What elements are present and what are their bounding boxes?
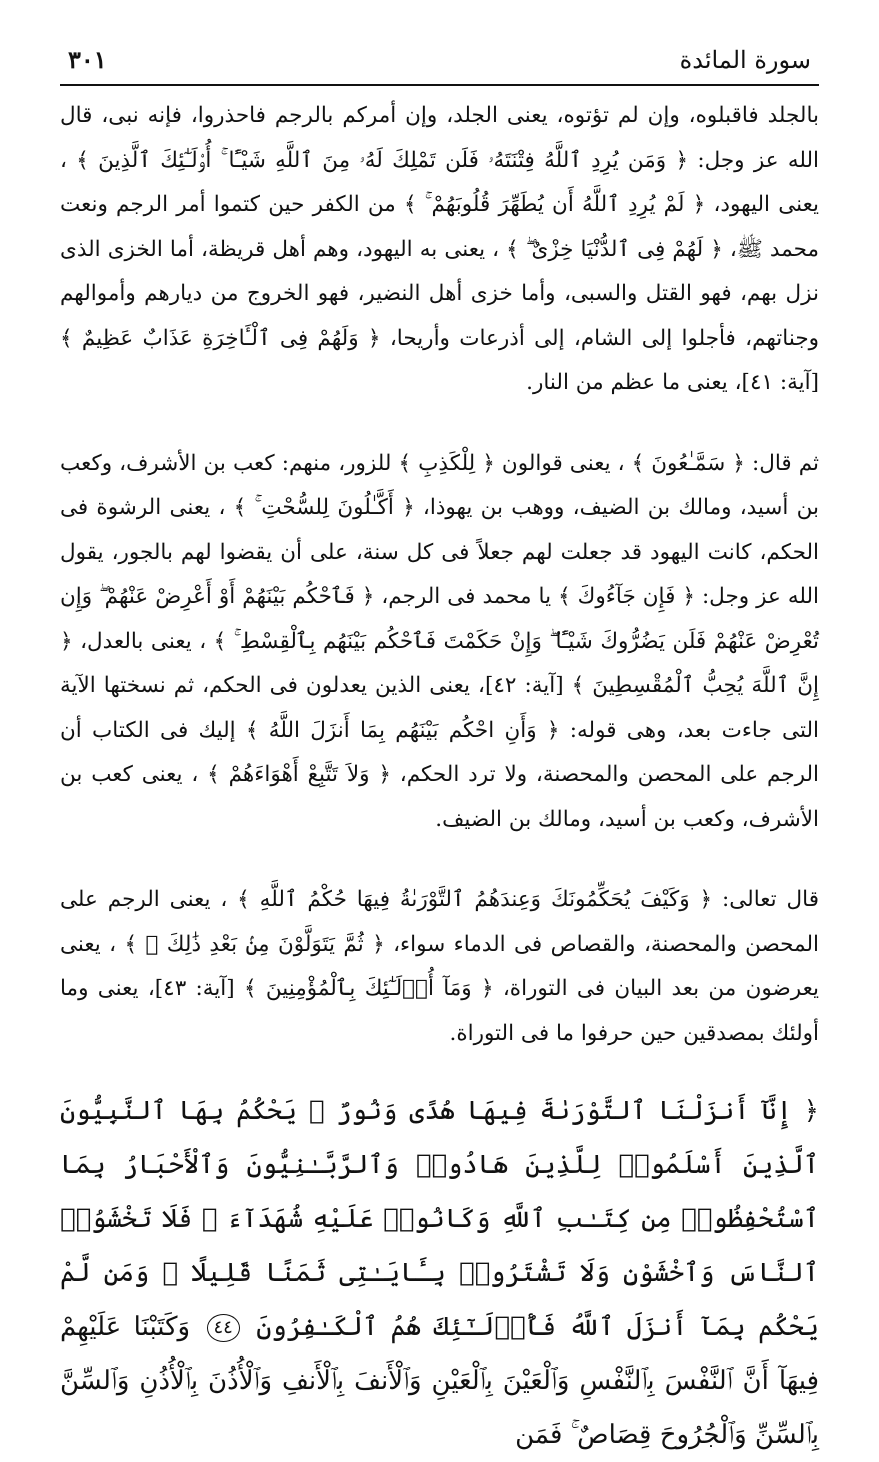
paragraph-1: بالجلد فاقبلوه، وإن لم تؤتوه، يعنى الجلد، وإن أمركم بالرجم فاحذروا، فإنه نبى، قال الله عز وجل: ﴿ وَمَن يُرِدِ ٱللَّهُ فِتْنَتَهُۥ فَلَن تَمْلِكَ لَهُۥ مِنَ ٱللَّهِ شَيْـًٔا ۚ أُو۟لَـٰٓئِكَ ٱلَّذِينَ ﴾ ، يعنى اليهود، ﴿ لَمْ يُرِدِ ٱللَّهُ أَن يُطَهِّرَ قُلُوبَهُمْ ۚ ﴾ من الكفر حين كتموا أمر الرجم ونعت محمد ﷺ، ﴿ لَهُمْ فِى ٱلدُّنْيَا خِزْىٌ ۖ ﴾ ، يعنى به اليهود، وهم أهل قريظة، أما الخزى الذى نزل بهم، فهو القتل والسبى، وأما خزى أهل النضير، فهو الخروج من ديارهم وأموالهم وجناتهم، فأجلوا إلى الشام، إلى أذرعات وأريحا، ﴿ وَلَهُمْ فِى ٱلْـَٔاخِرَةِ عَذَابٌ عَظِيمٌ ﴾ [آية: ٤١]، يعنى ما عظم من النار. [60,103,819,395]
paragraph-3: قال تعالى: ﴿ وَكَيْفَ يُحَكِّمُونَكَ وَعِندَهُمُ ٱلتَّوْرَىٰةُ فِيهَا حُكْمُ ٱللَّهِ ﴾ ، يعنى الرجم على المحصن والمحصنة، والقصاص فى الدماء سواء، ﴿ ثُمَّ يَتَوَلَّوْنَ مِنۢ بَعْدِ ذَٰلِكَ ۚ ﴾ ، يعنى يعرضون من بعد البيان فى التوراة، ﴿ وَمَآ أُو۟لَـٰٓئِكَ بِٱلْمُؤْمِنِينَ ﴾ [آية: ٤٣]، يعنى وما أولئك بمصدقين حين حرفوا ما فى التوراة. [60,887,819,1046]
paragraph-2: ثم قال: ﴿ سَمَّـٰعُونَ ﴾ ، يعنى قوالون ﴿ لِلْكَذِبِ ﴾ للزور، منهم: كعب بن الأشرف، وكعب بن أسيد، ومالك بن الضيف، ووهب بن يهوذا، ﴿ أَكَّـٰلُونَ لِلسُّحْتِ ۚ ﴾ ، يعنى الرشوة فى الحكم، كانت اليهود قد جعلت لهم جعلاً فى كل سنة، على أن يقضوا لهم بالجور، يقول الله عز وجل: ﴿ فَإِن جَآءُوكَ ﴾ يا محمد فى الرجم، ﴿ فَٱحْكُم بَيْنَهُمْ أَوْ أَعْرِضْ عَنْهُمْ ۖ وَإِن تُعْرِضْ عَنْهُمْ فَلَن يَضُرُّوكَ شَيْـًٔا ۖ وَإِنْ حَكَمْتَ فَٱحْكُم بَيْنَهُم بِٱلْقِسْطِ ۚ ﴾ ، يعنى بالعدل، ﴿ إِنَّ ٱللَّهَ يُحِبُّ ٱلْمُقْسِطِينَ ﴾ [آية: ٤٢]، يعنى الذين يعدلون فى الحكم، ثم نسختها الآية التى جاءت بعد، وهى قوله: ﴿ وَأَنِ احْكُم بَيْنَهُم بِمَا أَنزَلَ اللَّهُ ﴾ إليك فى الكتاب أن الرجم على المحصن والمحصنة، ولا ترد الحكم، ﴿ وَلاَ تَتَّبِعْ أَهْوَاءَهُمْ ﴾ ، يعنى كعب بن الأشرف، وكعب بن أسيد، ومالك بن الضيف. [60,450,820,832]
header-rule [60,84,819,86]
quran-verse-block [60,1084,819,1462]
page-header [60,40,819,84]
paragraph-gap [60,1056,819,1084]
paragraph-gap [60,842,819,878]
quran-text-after: وَكَتَبْنَا عَلَيْهِمْ فِيهَآ أَنَّ ٱلنَّفْسَ بِٱلنَّفْسِ وَٱلْعَيْنَ بِٱلْعَيْنِ وَٱلْأَنفَ بِٱلْأَنفِ وَٱلْأُذُنَ بِٱلْأُذُنِ وَٱلسِّنَّ بِٱلسِّنِّ وَٱلْجُرُوحَ قِصَاصٌ ۚ فَمَن [60,1312,819,1450]
verse-number-marker: ٤٤ [207,1314,240,1342]
surah-name: سورة المائدة [679,46,811,74]
page-number: ٣٠١ [68,45,107,74]
paragraph-gap [60,406,819,442]
quran-text-before: ﴿ إِنَّآ أَنزَلْنَا ٱلتَّوْرَىٰةَ فِيهَا هُدًى وَنُورٌ ۚ يَحْكُمُ بِهَا ٱلنَّبِيُّونَ ٱلَّذِينَ أَسْلَمُوا۟ لِلَّذِينَ هَادُوا۟ وَٱلرَّبَّـٰنِيُّونَ وَٱلْأَحْبَارُ بِمَا ٱسْتُحْفِظُوا۟ مِن كِتَـٰبِ ٱللَّهِ وَكَانُوا۟ عَلَيْهِ شُهَدَآءَ ۚ فَلَا تَخْشَوُا۟ ٱلنَّاسَ وَٱخْشَوْنِ وَلَا تَشْتَرُوا۟ بِـَٔايَـٰتِى ثَمَنًا قَلِيلًا ۚ وَمَن لَّمْ يَحْكُم بِمَآ أَنزَلَ ٱللَّهُ فَأُو۟لَـٰٓئِكَ هُمُ ٱلْكَـٰفِرُونَ [60,1096,820,1342]
